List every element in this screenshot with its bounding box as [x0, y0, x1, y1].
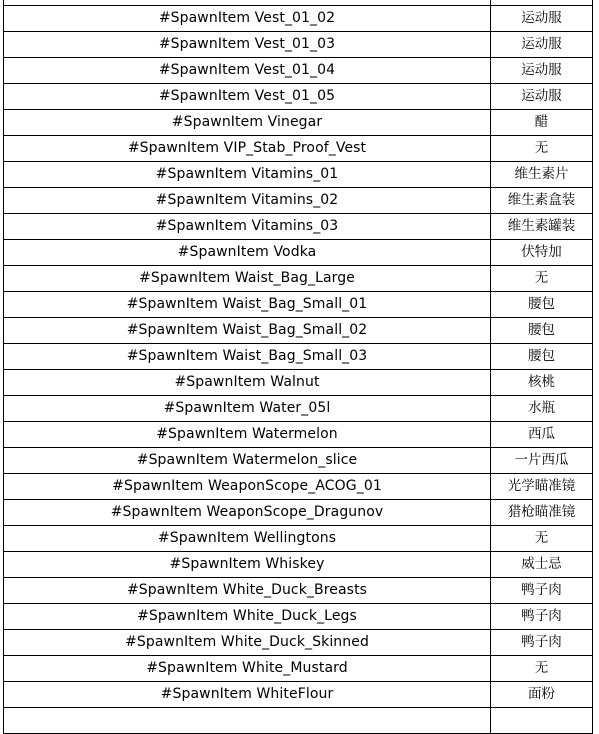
- item-name-cell[interactable]: [491, 708, 593, 734]
- table-row: [4, 58, 593, 84]
- table-row: [4, 474, 593, 500]
- item-name-cell[interactable]: 运动服: [491, 84, 593, 110]
- spawn-command-cell[interactable]: #SpawnItem White_Duck_Breasts: [4, 578, 491, 604]
- spawn-command-cell[interactable]: #SpawnItem Water_05l: [4, 396, 491, 422]
- item-name-cell[interactable]: 鸭子肉: [491, 578, 593, 604]
- spawn-command-cell[interactable]: #SpawnItem Vinegar: [4, 110, 491, 136]
- spawn-command-cell[interactable]: #SpawnItem White_Duck_Legs: [4, 604, 491, 630]
- item-name-cell[interactable]: 腰包: [491, 344, 593, 370]
- item-name-cell[interactable]: 无: [491, 136, 593, 162]
- spawn-command-cell[interactable]: #SpawnItem Vest_01_05: [4, 84, 491, 110]
- item-name-cell[interactable]: 威士忌: [491, 552, 593, 578]
- table-row: [4, 370, 593, 396]
- item-name-cell[interactable]: 运动服: [491, 58, 593, 84]
- table-row: [4, 344, 593, 370]
- item-table: [3, 0, 593, 734]
- table-row: [4, 110, 593, 136]
- item-name-cell[interactable]: 运动服: [491, 6, 593, 32]
- table-row: [4, 578, 593, 604]
- spawn-command-cell[interactable]: #SpawnItem VIP_Stab_Proof_Vest: [4, 136, 491, 162]
- table-row: [4, 630, 593, 656]
- table-row: [4, 84, 593, 110]
- item-name-cell[interactable]: 水瓶: [491, 396, 593, 422]
- item-name-cell[interactable]: 无: [491, 526, 593, 552]
- spawn-command-cell[interactable]: #SpawnItem WhiteFlour: [4, 682, 491, 708]
- spawn-command-cell[interactable]: #SpawnItem WeaponScope_ACOG_01: [4, 474, 491, 500]
- table-row: [4, 32, 593, 58]
- table-row: [4, 396, 593, 422]
- item-name-cell[interactable]: 维生素罐装: [491, 214, 593, 240]
- spawn-command-cell[interactable]: #SpawnItem Wellingtons: [4, 526, 491, 552]
- spawn-command-cell[interactable]: #SpawnItem White_Duck_Skinned: [4, 630, 491, 656]
- item-name-cell[interactable]: 面粉: [491, 682, 593, 708]
- table-row: [4, 500, 593, 526]
- item-name-cell[interactable]: 伏特加: [491, 240, 593, 266]
- spawn-command-cell[interactable]: #SpawnItem Vodka: [4, 240, 491, 266]
- item-name-cell[interactable]: 运动服: [491, 32, 593, 58]
- table-row: [4, 240, 593, 266]
- item-name-cell[interactable]: 腰包: [491, 318, 593, 344]
- table-row: [4, 188, 593, 214]
- item-name-cell[interactable]: 光学瞄准镜: [491, 474, 593, 500]
- spawn-command-cell[interactable]: #SpawnItem Watermelon: [4, 422, 491, 448]
- spawn-command-cell[interactable]: #SpawnItem Watermelon_slice: [4, 448, 491, 474]
- spawn-command-cell[interactable]: #SpawnItem Walnut: [4, 370, 491, 396]
- item-name-cell[interactable]: 核桃: [491, 370, 593, 396]
- table-row: [4, 6, 593, 32]
- spawn-command-cell[interactable]: #SpawnItem Waist_Bag_Large: [4, 266, 491, 292]
- table-row: [4, 422, 593, 448]
- item-name-cell[interactable]: 一片西瓜: [491, 448, 593, 474]
- table-row: [4, 266, 593, 292]
- table-row: [4, 708, 593, 734]
- spawn-command-cell[interactable]: #SpawnItem WeaponScope_Dragunov: [4, 500, 491, 526]
- spawn-command-cell[interactable]: #SpawnItem Vest_01_03: [4, 32, 491, 58]
- item-name-cell[interactable]: 无: [491, 266, 593, 292]
- item-name-cell[interactable]: 醋: [491, 110, 593, 136]
- table-row: [4, 292, 593, 318]
- spawn-command-cell[interactable]: #SpawnItem White_Mustard: [4, 656, 491, 682]
- table-row: [4, 526, 593, 552]
- spawn-command-cell[interactable]: #SpawnItem Waist_Bag_Small_01: [4, 292, 491, 318]
- table-row: [4, 162, 593, 188]
- spawn-command-cell[interactable]: #SpawnItem Vitamins_03: [4, 214, 491, 240]
- item-name-cell[interactable]: 无: [491, 656, 593, 682]
- table-row: [4, 552, 593, 578]
- table-row: [4, 656, 593, 682]
- item-name-cell[interactable]: 维生素片: [491, 162, 593, 188]
- table-row: [4, 604, 593, 630]
- spawn-command-cell[interactable]: [4, 708, 491, 734]
- item-name-cell[interactable]: 维生素盒装: [491, 188, 593, 214]
- table-row: [4, 214, 593, 240]
- table-row: [4, 448, 593, 474]
- spawn-command-cell[interactable]: #SpawnItem Waist_Bag_Small_03: [4, 344, 491, 370]
- item-table-body: [4, 0, 593, 734]
- spawn-command-cell[interactable]: #SpawnItem Vitamins_01: [4, 162, 491, 188]
- item-name-cell[interactable]: 西瓜: [491, 422, 593, 448]
- item-name-cell[interactable]: 鸭子肉: [491, 630, 593, 656]
- table-row: [4, 682, 593, 708]
- table-row: [4, 318, 593, 344]
- item-name-cell[interactable]: 鸭子肉: [491, 604, 593, 630]
- table-row: [4, 136, 593, 162]
- item-name-cell[interactable]: 猎枪瞄准镜: [491, 500, 593, 526]
- spawn-command-cell[interactable]: #SpawnItem Vitamins_02: [4, 188, 491, 214]
- spawn-command-cell[interactable]: #SpawnItem Vest_01_04: [4, 58, 491, 84]
- spawn-command-cell[interactable]: #SpawnItem Vest_01_02: [4, 6, 491, 32]
- spawn-command-cell[interactable]: #SpawnItem Whiskey: [4, 552, 491, 578]
- item-name-cell[interactable]: 腰包: [491, 292, 593, 318]
- spawn-command-cell[interactable]: #SpawnItem Waist_Bag_Small_02: [4, 318, 491, 344]
- spreadsheet: [3, 0, 592, 734]
